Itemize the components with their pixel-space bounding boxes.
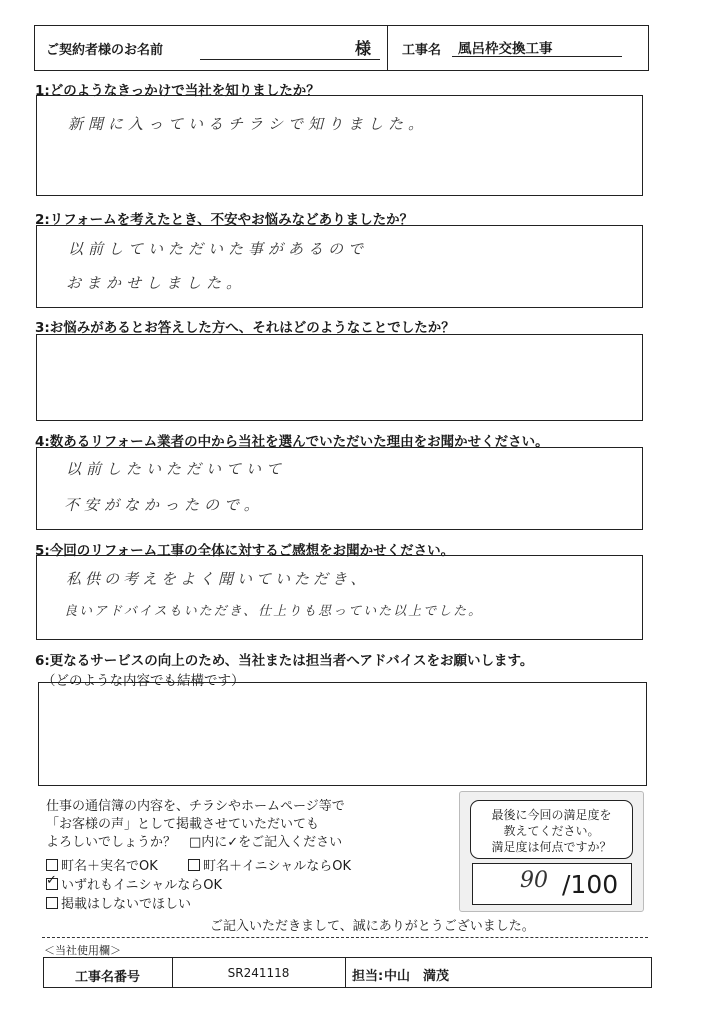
thanks-message: ご記入いただきまして、誠にありがとうございました。 <box>210 919 535 934</box>
question-2-label: 2:リフォームを考えたとき、不安やお悩みなどありましたか？ <box>35 212 414 228</box>
consent-option-3[interactable] <box>46 874 222 893</box>
satisfaction-score: 90 <box>520 868 548 893</box>
satisfaction-prompt-line-2: 教えてください。 <box>503 824 600 838</box>
checkbox[interactable] <box>188 859 200 871</box>
question-3-answer-box[interactable] <box>36 334 643 421</box>
consent-option-4-label: 掲載はしないでほしい <box>61 897 192 912</box>
consent-option-1[interactable] <box>46 855 158 874</box>
question-6-sub-label: （どのような内容でも結構です） <box>42 673 245 689</box>
consent-option-2-label: 町名＋イニシャルならOK <box>203 859 351 874</box>
checkbox[interactable] <box>46 859 58 871</box>
question-1-label: 1:どのようなきっかけで当社を知りましたか？ <box>35 83 320 99</box>
project-number-label: 工事名番号 <box>74 970 140 985</box>
question-2-answer-line-2: おまかせしました。 <box>66 274 247 292</box>
satisfaction-prompt-line-3: 満足度は何点ですか？ <box>491 840 612 854</box>
consent-option-2[interactable] <box>188 855 351 874</box>
question-5-label: 5:今回のリフォーム工事の全体に対するご感想をお聞かせください。 <box>35 543 455 559</box>
honorific: 様 <box>355 39 372 58</box>
satisfaction-prompt-line-1: 最後に今回の満足度を <box>491 808 612 822</box>
question-6-answer-box[interactable] <box>38 682 647 786</box>
consent-option-3-label: いずれもイニシャルならOK <box>61 878 222 893</box>
project-underline <box>452 56 622 57</box>
consent-option-1-label: 町名＋実名でOK <box>61 859 158 874</box>
consent-line-1: 仕事の通信簿の内容を、チラシやホームページ等で <box>46 799 345 814</box>
question-5-answer-line-1: 私供の考えをよく聞いていただき、 <box>66 570 370 588</box>
project-label: 工事名 <box>402 43 442 58</box>
customer-name-field[interactable] <box>200 58 380 60</box>
staff-name: 中山 満茂 <box>384 969 450 984</box>
header-divider <box>387 25 388 71</box>
question-4-label: 4:数あるリフォーム業者の中から当社を選んでいただいた理由をお聞かせください。 <box>35 434 549 450</box>
checkbox[interactable] <box>46 897 58 909</box>
consent-option-4[interactable] <box>46 893 191 912</box>
consent-line-3: よろしいでしょうか？ □内に✓をご記入ください <box>46 835 343 850</box>
question-1-answer-box[interactable] <box>36 95 643 196</box>
checkbox-checked[interactable] <box>46 878 58 890</box>
question-3-label: 3:お悩みがあるとお答えした方へ、それはどのようなことでしたか？ <box>35 320 455 336</box>
question-4-answer-line-2: 不安がなかったので。 <box>64 496 264 514</box>
separator-line <box>42 937 648 938</box>
satisfaction-max: /100 <box>562 870 619 899</box>
question-4-answer-line-1: 以前したいただいていて <box>66 460 287 478</box>
project-number-value: SR241118 <box>227 966 290 980</box>
question-1-answer-line-1: 新聞に入っているチラシで知りました。 <box>68 115 429 133</box>
project-value: 風呂枠交換工事 <box>458 41 553 57</box>
staff-label: 担当: <box>352 969 384 984</box>
question-5-answer-line-2: 良いアドバイスもいただき、仕上りも思っていた以上でした。 <box>64 604 484 619</box>
office-divider-2 <box>345 957 346 988</box>
question-2-answer-line-1: 以前していただいた事があるので <box>68 240 369 258</box>
question-6-label: 6:更なるサービスの向上のため、当社または担当者へアドバイスをお願いします。 <box>35 653 534 669</box>
consent-line-2: 「お客様の声」として掲載させていただいても <box>46 817 320 832</box>
office-use-label: ＜当社使用欄＞ <box>44 944 121 957</box>
customer-name-label: ご契約者様のお名前 <box>46 43 164 58</box>
